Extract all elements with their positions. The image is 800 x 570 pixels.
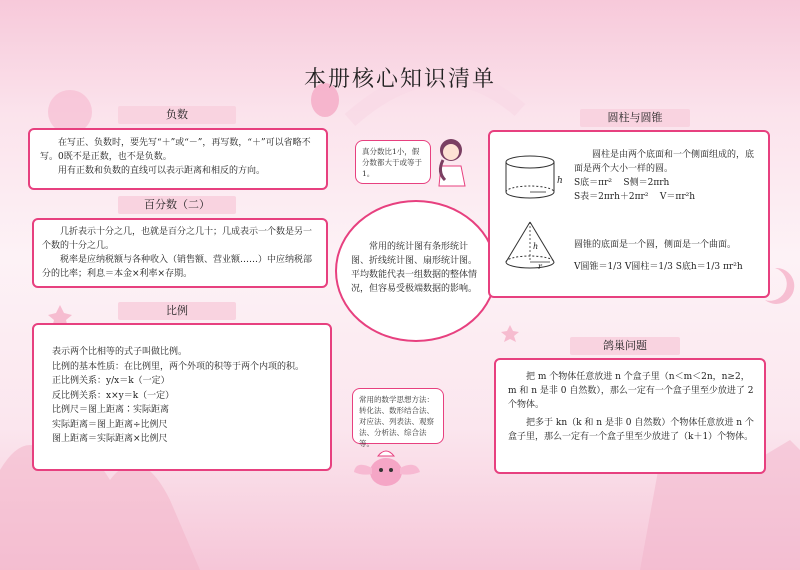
cone-radius-label: r (538, 262, 542, 271)
negative-numbers-title: 负数 (118, 106, 236, 124)
proportion-line-4: 反比例关系：x×y＝k（一定） (52, 390, 175, 401)
cylinder-height-label: h (557, 176, 563, 186)
pigeonhole-text-2: 把多于 kn（k 和 n 是非 0 自然数）个物体任意放进 n 个盒子里，那么一定有一个盒子里至少放进了（k＋1）个物体。 (508, 418, 754, 442)
bird-character-illustration (352, 446, 422, 496)
proportion-title: 比例 (118, 302, 236, 320)
cylinder-formula-2: S表＝2πrh＋2πr² V＝πr²h (574, 192, 696, 202)
tip-bubble-fractions (355, 140, 431, 184)
page-title: 本册核心知识清单 (303, 67, 496, 92)
percent-text-1: 几折表示十分之几，也就是百分之几十；几成表示一个数是另一个数的十分之几。 (42, 227, 313, 251)
cone-height-label: h (533, 242, 539, 251)
pigeonhole-box (494, 358, 766, 474)
pigeonhole-text-1: 把 m 个物体任意放进 n 个盒子里（n＜m＜2n，n≥2，m 和 n 是非 0 自然数），那么一定有一个盒子里至少放进了 2 个物体。 (508, 372, 754, 410)
cylinder-cone-box (488, 130, 770, 298)
proportion-box (32, 323, 332, 471)
proportion-line-5: 比例尺＝图上距离∶实际距离 (52, 405, 170, 415)
statistics-text: 常用的统计图有条形统计图、折线统计图、扇形统计图。平均数能代表一组数据的整体情况，但容易受极端数据的影响。 (351, 242, 478, 294)
negative-numbers-text-1: 在写正、负数时，要先写“＋”或“－”，再写数，“＋”可以省略不写。0既不是正数，也不是负数。 (40, 138, 311, 162)
pigeonhole-title: 鸽巢问题 (570, 337, 680, 355)
proportion-line-1: 表示两个比相等的式子叫做比例。 (52, 347, 188, 357)
negative-numbers-text-2: 用有正数和负数的直线可以表示距离和相反的方向。 (58, 166, 266, 176)
cylinder-text: 圆柱是由两个底面和一个侧面组成的，底面是两个大小一样的圆。 (574, 150, 755, 174)
percent-title: 百分数（二） (118, 196, 236, 214)
cylinder-diagram (502, 154, 562, 204)
cylinder-formula-1: S底＝πr² S侧＝2πrh (574, 178, 670, 188)
tip-bubble-methods-text: 常用的数学思想方法：转化法、数形结合法、对应法、列表法、观察法、分析法、综合法等。 (359, 395, 434, 448)
tip-bubble-fractions-text: 真分数比1小，假分数都大于或等于1。 (362, 147, 422, 178)
cone-formula: V圆锥＝1/3 V圆柱＝1/3 S底h＝1/3 πr²h (574, 262, 743, 272)
cylinder-cone-title: 圆柱与圆锥 (580, 109, 690, 127)
negative-numbers-box (28, 128, 328, 190)
proportion-line-6: 实际距离＝图上距离÷比例尺 (52, 419, 168, 430)
percent-box (32, 218, 328, 288)
proportion-line-2: 比例的基本性质：在比例里，两个外项的积等于两个内项的积。 (52, 361, 305, 372)
statistics-circle (335, 200, 497, 342)
percent-text-2: 税率是应纳税额与各种收入（销售额、营业额……）中应纳税部分的比率；利息＝本金×利率×存期。 (42, 255, 313, 279)
tip-bubble-methods (352, 388, 444, 448)
cone-text: 圆锥的底面是一个圆，侧面是一个曲面。 (574, 240, 737, 250)
cone-diagram (502, 218, 562, 274)
girl-character-illustration (433, 136, 473, 188)
proportion-line-7: 图上距离＝实际距离×比例尺 (52, 434, 168, 444)
proportion-line-3: 正比例关系：y/x＝k（一定） (52, 376, 170, 386)
